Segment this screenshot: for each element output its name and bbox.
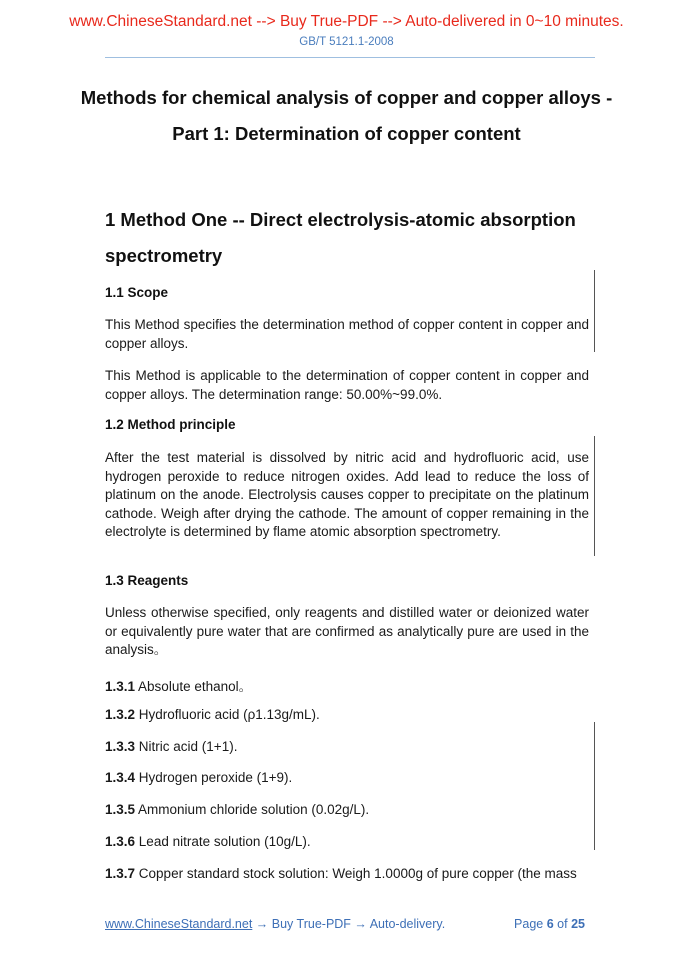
scope-heading: 1.1 Scope bbox=[105, 285, 169, 300]
standard-code: GB/T 5121.1-2008 bbox=[299, 36, 394, 48]
principle-heading: 1.2 Method principle bbox=[105, 417, 236, 432]
scope-paragraph-1: This Method specifies the determination method of copper content in copper and copper alloys. bbox=[105, 317, 589, 351]
top-banner-link[interactable]: www.ChineseStandard.net --> Buy True-PDF --> Auto-delivered in 0~10 minutes. bbox=[69, 13, 624, 30]
page-current: 6 bbox=[546, 917, 554, 931]
header-divider bbox=[105, 57, 595, 58]
page-indicator bbox=[514, 917, 585, 931]
reagent-item bbox=[105, 675, 589, 695]
reagent-item bbox=[105, 707, 589, 722]
reagent-text: Hydrofluoric acid (ρ1.13g/mL). bbox=[138, 707, 320, 722]
reagent-text: Absolute ethanol。 bbox=[138, 679, 253, 694]
reagent-number: 1.3.2 bbox=[105, 707, 136, 722]
reagent-text: Copper standard stock solution: Weigh 1.0000g of pure copper (the mass bbox=[138, 866, 577, 881]
page-total: 25 bbox=[571, 917, 585, 931]
reagent-text: Hydrogen peroxide (1+9). bbox=[138, 770, 293, 785]
change-bar bbox=[594, 722, 595, 850]
section-heading: 1 Method One -- Direct electrolysis-atomic absorption spectrometry bbox=[105, 209, 576, 266]
scope-paragraph-2: This Method is applicable to the determination of copper content in copper and copper alloys. The determination range: 50.00%~99.0%. bbox=[105, 368, 589, 402]
reagent-item bbox=[105, 770, 589, 785]
reagent-text: Ammonium chloride solution (0.02g/L). bbox=[138, 802, 370, 817]
reagents-heading: 1.3 Reagents bbox=[105, 573, 189, 588]
page-footer bbox=[105, 917, 585, 931]
reagent-text: Lead nitrate solution (10g/L). bbox=[138, 834, 311, 849]
reagent-number: 1.3.3 bbox=[105, 739, 136, 754]
change-bar bbox=[594, 270, 595, 352]
page-label: Page bbox=[514, 917, 544, 931]
page-of: of bbox=[557, 917, 568, 931]
reagent-number: 1.3.1 bbox=[105, 679, 136, 694]
reagent-number: 1.3.5 bbox=[105, 802, 136, 817]
footer-text: → Buy True-PDF → Auto-delivery. bbox=[252, 917, 446, 931]
reagent-text: Nitric acid (1+1). bbox=[138, 739, 238, 754]
reagents-intro: Unless otherwise specified, only reagents and distilled water or deionized water or equivalently pure water that are confirmed as analytically pure are used in the analysis。 bbox=[105, 605, 589, 658]
principle-paragraph: After the test material is dissolved by nitric acid and hydrofluoric acid, use hydrogen peroxide to reduce nitrogen oxides. Add lead to reduce the loss of platinum on the anode. Electrolysis causes copper to precipitate on the platinum cathode. Weigh after drying the cathode. The amount of copper remaining in the electrolyte is determined by flame atomic absorption spectrometry. bbox=[105, 450, 589, 540]
reagent-number: 1.3.6 bbox=[105, 834, 136, 849]
reagent-item bbox=[105, 802, 589, 817]
footer-site-link[interactable]: www.ChineseStandard.net bbox=[105, 917, 253, 931]
reagent-number: 1.3.4 bbox=[105, 770, 136, 785]
reagent-item bbox=[105, 834, 589, 849]
document-title: Methods for chemical analysis of copper and copper alloys - Part 1: Determination of copper content bbox=[80, 87, 613, 144]
reagent-item bbox=[105, 866, 589, 881]
change-bar bbox=[594, 436, 595, 556]
reagent-number: 1.3.7 bbox=[105, 866, 136, 881]
reagent-item bbox=[105, 739, 589, 754]
